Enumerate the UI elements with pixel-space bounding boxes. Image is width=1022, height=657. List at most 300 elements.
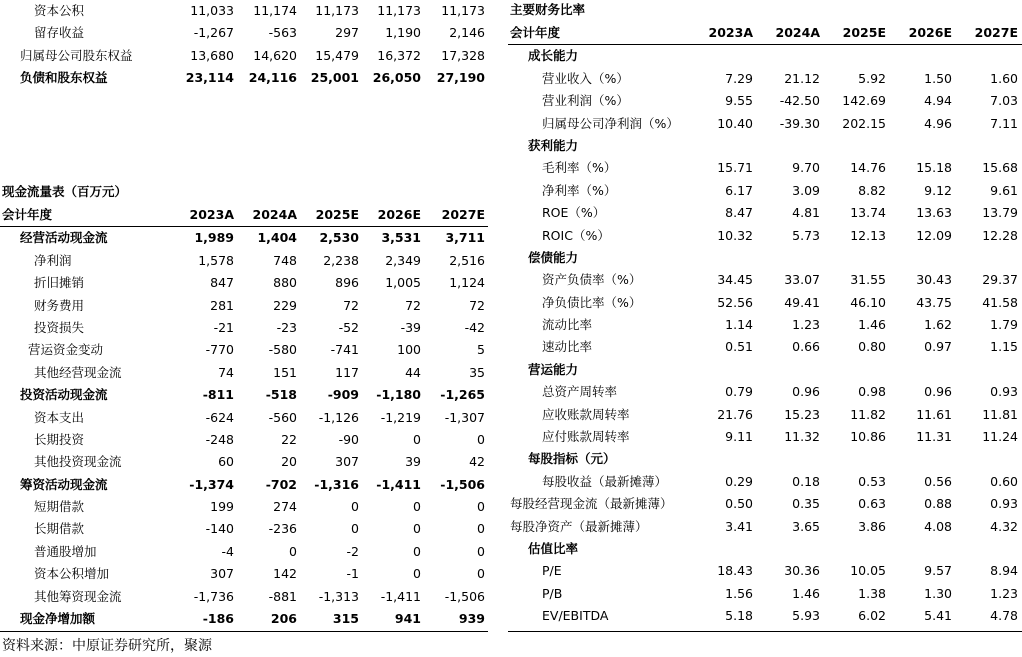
cell-value: 3.86 [858,518,886,534]
cell-value: 4.78 [990,608,1018,624]
cell-value: 0.50 [725,496,753,512]
row-label: 净负债比率（%） [542,294,642,310]
cell-value: 9.61 [990,182,1018,198]
cell-value: 12.09 [916,227,952,243]
cell-value: 0 [477,521,485,537]
table-row [508,538,1022,560]
cell-value: 30.43 [916,272,952,288]
cell-value: 8.94 [990,563,1018,579]
table-row [0,45,488,67]
cell-value: 11.82 [850,406,886,422]
row-label: 营运能力 [528,361,579,377]
cell-value: -1 [346,566,359,582]
cell-value: 11.24 [982,429,1018,445]
row-label: 资产负债率（%） [542,272,642,288]
table-row [0,496,488,518]
cash-flow-title: 现金流量表（百万元） [2,184,128,199]
table-row [508,359,1022,381]
table-row [0,608,488,630]
row-label: 资本公积增加 [34,566,110,582]
cell-value: -518 [265,387,297,403]
cell-value: 307 [210,566,234,582]
table-row [508,493,1022,515]
cell-value: 72 [405,297,421,313]
table-row [0,586,488,608]
cell-value: -1,506 [440,476,485,492]
cell-value: 11,033 [190,3,234,18]
cell-value: 2,516 [449,252,485,268]
cell-value: 31.55 [850,272,886,288]
cell-value: 3.41 [725,518,753,534]
cell-value: 0.18 [792,473,820,489]
header-year: 2027E [441,207,485,222]
cell-value: 25,001 [310,70,359,86]
table-row [508,292,1022,314]
cell-value: 11,173 [441,3,485,18]
table-row [0,518,488,540]
cell-value: -1,316 [314,476,359,492]
table-row [0,362,488,384]
row-label: 获利能力 [528,137,579,153]
row-label: 短期借款 [34,499,85,515]
table-row [508,45,1022,67]
header-year: 2023A [708,25,753,40]
cell-value: 142 [273,566,297,582]
cell-value: 7.29 [725,70,753,86]
row-label: 净利率（%） [542,182,617,198]
cell-value: 939 [458,611,485,627]
cell-value: 315 [332,611,359,627]
ratios-bottom-rule [508,631,1022,632]
table-row [508,135,1022,157]
cell-value: -1,307 [444,409,485,425]
cell-value: 5.73 [792,227,820,243]
table-row [0,317,488,339]
cell-value: 9.55 [725,93,753,109]
cell-value: -811 [202,387,234,403]
cell-value: 26,050 [372,70,421,86]
table-row [508,113,1022,135]
cell-value: -39 [400,319,421,335]
cell-value: 2,238 [323,252,359,268]
cell-value: 0 [351,521,359,537]
cell-value: 0 [413,431,421,447]
row-label: 归属母公司净利润（%） [542,115,679,131]
cell-value: 202.15 [842,115,886,131]
ratios-table [508,22,1022,628]
cell-value: 0 [413,543,421,559]
cell-value: 16,372 [377,47,421,63]
table-row [508,225,1022,247]
cell-value: -881 [268,588,297,604]
cell-value: 1,404 [257,230,297,246]
cell-value: 20 [281,454,297,470]
cell-value: 0.56 [924,473,952,489]
cell-value: 72 [469,297,485,313]
cell-value: -52 [338,319,359,335]
cell-value: 1.46 [858,317,886,333]
row-label: 总资产周转率 [542,384,618,400]
row-label: 偿债能力 [528,249,579,265]
cell-value: 0.51 [725,339,753,355]
cell-value: 0 [413,499,421,515]
cell-value: -580 [268,342,297,358]
cell-value: 0.79 [725,384,753,400]
cell-value: 1.30 [924,585,952,601]
header-year: 2026E [377,207,421,222]
cell-value: -1,506 [444,588,485,604]
cell-value: 0.88 [924,496,952,512]
cell-value: 0.97 [924,339,952,355]
header-label: 会计年度 [510,25,561,40]
cash-flow-header [0,204,488,227]
row-label: 估值比率 [528,540,579,556]
header-year: 2025E [842,25,886,40]
cell-value: 1.60 [990,70,1018,86]
cell-value: 9.70 [792,160,820,176]
header-year: 2027E [974,25,1018,40]
cell-value: 941 [394,611,421,627]
cell-value: 13,680 [190,47,234,63]
row-label: 营运资金变动 [28,342,104,358]
cell-value: 1,578 [198,252,234,268]
cell-value: 0.35 [792,496,820,512]
row-label: 成长能力 [528,48,579,64]
cell-value: -1,313 [318,588,359,604]
cell-value: 5.92 [858,70,886,86]
table-row [508,560,1022,582]
table-row [508,516,1022,538]
cell-value: 6.02 [858,608,886,624]
cell-value: 0.29 [725,473,753,489]
cell-value: 0 [289,543,297,559]
cell-value: 4.08 [924,518,952,534]
cell-value: 35 [469,364,485,380]
cell-value: 13.74 [850,205,886,221]
row-label: 折旧摊销 [34,275,85,291]
cell-value: 1.23 [792,317,820,333]
row-label: 资本公积 [34,3,85,18]
cell-value: 9.57 [924,563,952,579]
table-row [508,336,1022,358]
cell-value: 27,190 [436,70,485,86]
cell-value: 1,190 [385,25,421,41]
cell-value: 1.50 [924,70,952,86]
cell-value: -560 [268,409,297,425]
cell-value: 72 [343,297,359,313]
cell-value: -770 [205,342,234,358]
balance-sheet-tail [0,0,488,90]
cell-value: 49.41 [784,294,820,310]
header-year: 2024A [252,207,297,222]
ratios-header [508,22,1022,45]
row-label: 归属母公司股东权益 [20,47,133,63]
cell-value: 0 [413,566,421,582]
cell-value: 3,711 [445,230,485,246]
table-row [0,429,488,451]
cell-value: 11.81 [982,406,1018,422]
cell-value: 896 [335,275,359,291]
cell-value: 142.69 [842,93,886,109]
table-row [0,22,488,44]
cell-value: 15.23 [784,406,820,422]
row-label: 负债和股东权益 [20,70,108,86]
cell-value: -236 [268,521,297,537]
cell-value: 7.11 [990,115,1018,131]
cell-value: -1,180 [376,387,421,403]
cell-value: 748 [273,252,297,268]
cell-value: -1,411 [376,476,421,492]
cell-value: 307 [335,454,359,470]
cell-value: 11.32 [784,429,820,445]
table-row [0,384,488,406]
cell-value: 43.75 [916,294,952,310]
cell-value: 10.86 [850,429,886,445]
cell-value: 0.98 [858,384,886,400]
cell-value: 1,005 [385,275,421,291]
cell-value: 24,116 [248,70,297,86]
cell-value: 34.45 [717,272,753,288]
row-label: 长期投资 [34,431,85,447]
cell-value: 21.12 [784,70,820,86]
cell-value: 3.65 [792,518,820,534]
cell-value: 1.56 [725,585,753,601]
cell-value: 5.41 [924,608,952,624]
cell-value: 0.63 [858,496,886,512]
cell-value: -248 [205,431,234,447]
ratios-title: 主要财务比率 [510,2,586,17]
table-row [508,583,1022,605]
cell-value: 4.81 [792,205,820,221]
row-label: 投资损失 [34,319,85,335]
row-label: 其他经营现金流 [34,364,122,380]
cell-value: 42 [469,454,485,470]
table-row [508,381,1022,403]
cell-value: 11,173 [377,3,421,18]
cell-value: 30.36 [784,563,820,579]
cell-value: 46.10 [850,294,886,310]
cell-value: -702 [265,476,297,492]
cell-value: 17,328 [441,47,485,63]
cell-value: 2,349 [385,252,421,268]
cell-value: 1.15 [990,339,1018,355]
cell-value: 1.79 [990,317,1018,333]
cell-value: -1,374 [189,476,234,492]
row-label: 应付账款周转率 [542,429,630,445]
source-note: 资料来源：中原证券研究所，聚源 [2,638,212,654]
cell-value: 4.94 [924,93,952,109]
table-row [0,250,488,272]
row-label: 财务费用 [34,297,85,313]
cell-value: 199 [210,499,234,515]
cell-value: -563 [268,25,297,41]
table-row [508,90,1022,112]
cell-value: 151 [273,364,297,380]
cell-value: 117 [335,364,359,380]
cell-value: -624 [205,409,234,425]
cell-value: 1.62 [924,317,952,333]
cell-value: 3,531 [381,230,421,246]
row-label: 留存收益 [34,25,85,41]
cell-value: 14,620 [253,47,297,63]
cell-value: 1.38 [858,585,886,601]
row-label: 营业收入（%） [542,70,629,86]
header-year: 2025E [315,207,359,222]
cell-value: 23,114 [185,70,234,86]
cell-value: -741 [330,342,359,358]
cell-value: 0 [477,431,485,447]
cell-value: 0 [413,521,421,537]
row-label: 每股收益（最新摊薄） [542,473,668,489]
cell-value: 0 [477,499,485,515]
cell-value: 1,124 [449,275,485,291]
cell-value: 9.12 [924,182,952,198]
cell-value: 8.47 [725,205,753,221]
cell-value: 74 [218,364,234,380]
table-row [508,269,1022,291]
row-label: 毛利率（%） [542,160,617,176]
header-year: 2023A [189,207,234,222]
table-row [0,407,488,429]
table-row [0,295,488,317]
cell-value: 10.32 [717,227,753,243]
header-year: 2026E [908,25,952,40]
cell-value: -1,265 [440,387,485,403]
row-label: 投资活动现金流 [20,387,108,403]
table-row [0,272,488,294]
cell-value: 41.58 [982,294,1018,310]
table-row [0,67,488,89]
cell-value: 10.05 [850,563,886,579]
cell-value: 15.71 [717,160,753,176]
row-label: 现金净增加额 [20,611,96,627]
cell-value: 0.93 [990,496,1018,512]
table-row [508,202,1022,224]
cell-value: 12.28 [982,227,1018,243]
table-row [0,227,488,249]
cell-value: 3.09 [792,182,820,198]
cell-value: 5.18 [725,608,753,624]
cell-value: 29.37 [982,272,1018,288]
cell-value: 4.32 [990,518,1018,534]
row-label: 净利润 [34,252,72,268]
row-label: ROE（%） [542,205,606,221]
cell-value: 14.76 [850,160,886,176]
cell-value: -1,736 [193,588,234,604]
row-label: 其他投资现金流 [34,454,122,470]
row-label: 经营活动现金流 [20,230,108,246]
cell-value: 100 [397,342,421,358]
cell-value: 0.60 [990,473,1018,489]
cell-value: -2 [346,543,359,559]
row-label: ROIC（%） [542,227,610,243]
cell-value: 1.46 [792,585,820,601]
cell-value: 6.17 [725,182,753,198]
cell-value: 5 [477,342,485,358]
table-row [508,605,1022,627]
cell-value: 9.11 [725,429,753,445]
cell-value: -42.50 [779,93,820,109]
table-row [0,563,488,585]
cell-value: 11.61 [916,406,952,422]
table-row [508,157,1022,179]
table-row [0,451,488,473]
table-row [508,314,1022,336]
cell-value: 1,989 [194,230,234,246]
row-label: 每股指标（元） [528,451,616,467]
cell-value: 2,146 [449,25,485,41]
row-label: 其他筹资现金流 [34,588,122,604]
table-row [0,474,488,496]
cell-value: 1.23 [990,585,1018,601]
cell-value: 39 [405,454,421,470]
cell-value: -1,411 [380,588,421,604]
row-label: 长期借款 [34,521,85,537]
cell-value: 15.68 [982,160,1018,176]
header-year: 2024A [775,25,820,40]
cell-value: 11,174 [253,3,297,18]
cell-value: 10.40 [717,115,753,131]
cell-value: 0 [477,566,485,582]
row-label: 应收账款周转率 [542,406,630,422]
table-row [508,180,1022,202]
cell-value: -186 [202,611,234,627]
cell-value: 0 [477,543,485,559]
cell-value: -4 [221,543,234,559]
row-label: P/E [542,563,562,579]
row-label: 普通股增加 [34,543,97,559]
row-label: 每股净资产（最新摊薄） [510,518,648,534]
cell-value: 0.80 [858,339,886,355]
table-row [0,339,488,361]
cell-value: -90 [338,431,359,447]
cell-value: 206 [270,611,297,627]
cell-value: 33.07 [784,272,820,288]
cell-value: 2,530 [319,230,359,246]
row-label: 流动比率 [542,317,593,333]
cell-value: 22 [281,431,297,447]
header-label: 会计年度 [2,207,53,222]
cell-value: -1,219 [380,409,421,425]
table-row [508,68,1022,90]
cell-value: -21 [213,319,234,335]
cell-value: 15,479 [315,47,359,63]
cell-value: 229 [273,297,297,313]
table-row [508,448,1022,470]
row-label: 每股经营现金流（最新摊薄） [510,496,673,512]
cell-value: -39.30 [779,115,820,131]
row-label: 营业利润（%） [542,93,629,109]
cell-value: 281 [210,297,234,313]
cell-value: 0.93 [990,384,1018,400]
cell-value: 0 [351,499,359,515]
cell-value: 44 [405,364,421,380]
cell-value: 13.79 [982,205,1018,221]
cell-value: -23 [276,319,297,335]
cell-value: 1.14 [725,317,753,333]
row-label: 资本支出 [34,409,85,425]
cell-value: 0.66 [792,339,820,355]
cell-value: -42 [464,319,485,335]
cell-value: -1,267 [193,25,234,41]
cell-value: 21.76 [717,406,753,422]
row-label: 筹资活动现金流 [20,476,108,492]
cell-value: -140 [205,521,234,537]
cell-value: -909 [327,387,359,403]
cell-value: 18.43 [717,563,753,579]
cell-value: 0.96 [792,384,820,400]
table-row [508,404,1022,426]
